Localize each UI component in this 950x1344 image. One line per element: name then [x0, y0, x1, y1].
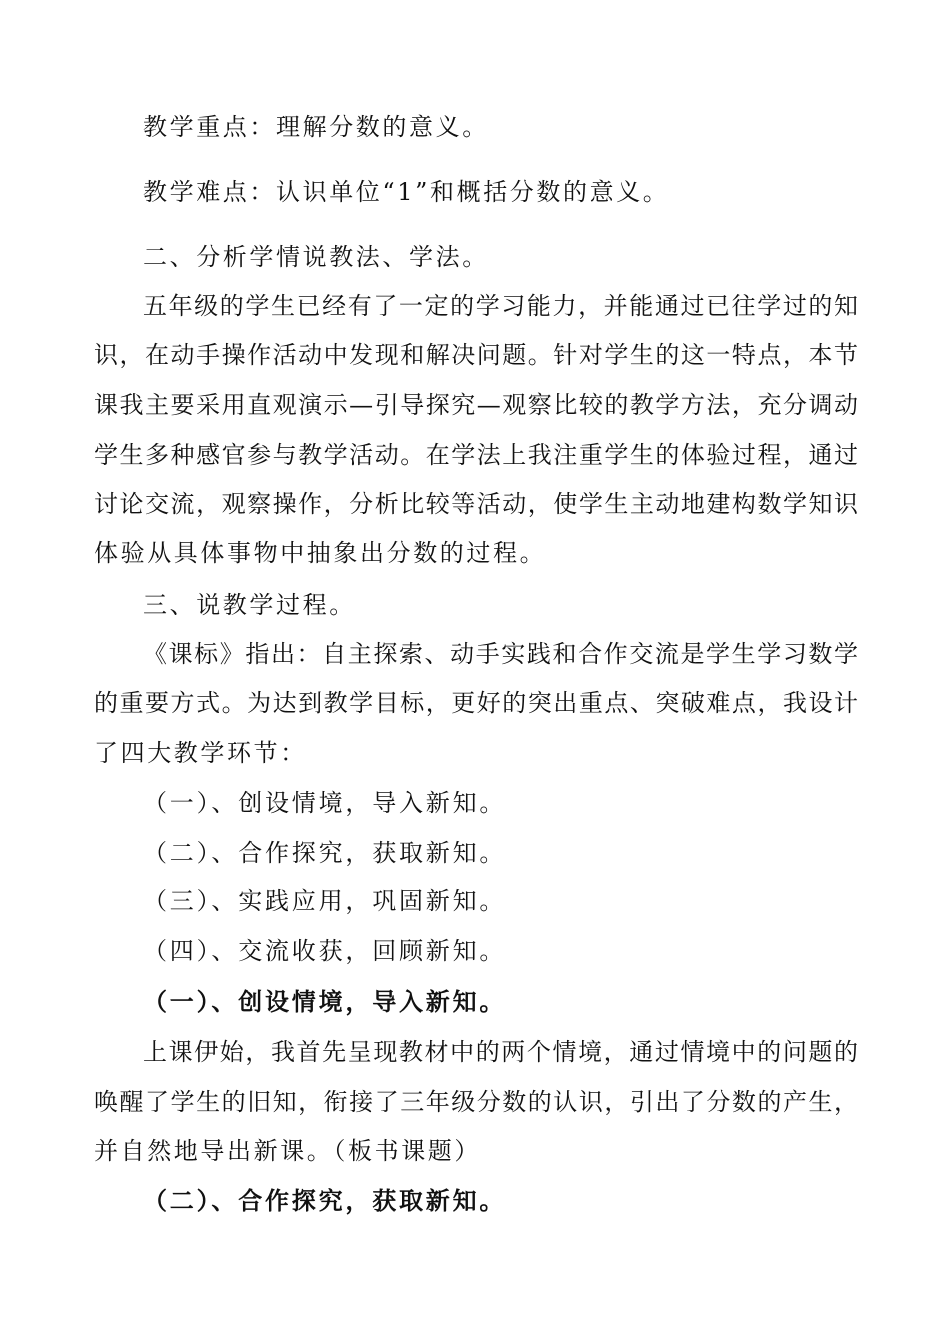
subsection-heading: （二）、合作探究，获取新知。 [143, 1186, 507, 1215]
list-item: （二）、合作探究，获取新知。 [143, 839, 507, 867]
teaching-difficulty: 教学难点：认识单位“1”和概括分数的意义。 [143, 178, 670, 206]
paragraph-line: 五年级的学生已经有了一定的学习能力，并能通过已往学过的知 [143, 292, 858, 320]
paragraph-line: 并自然地导出新课。（板书课题） [94, 1137, 481, 1165]
paragraph-line: 识，在动手操作活动中发现和解决问题。针对学生的这一特点，本节 [94, 341, 858, 369]
paragraph-line: 学生多种感官参与教学活动。在学法上我注重学生的体验过程，通过 [94, 441, 858, 469]
paragraph-line: 唤醒了学生的旧知，衔接了三年级分数的认识，引出了分数的产生， [94, 1088, 858, 1116]
teaching-focus: 教学重点：理解分数的意义。 [143, 113, 489, 141]
paragraph-line: 《课标》指出：自主探索、动手实践和合作交流是学生学习数学 [143, 640, 858, 668]
paragraph-line: 体验从具体事物中抽象出分数的过程。 [94, 539, 547, 567]
paragraph-line: 的重要方式。为达到教学目标，更好的突出重点、突破难点，我设计 [94, 689, 858, 717]
paragraph-line: 课我主要采用直观演示—引导探究—观察比较的教学方法，充分调动 [94, 391, 858, 419]
paragraph-line: 讨论交流，观察操作，分析比较等活动，使学生主动地建构数学知识 [94, 490, 858, 518]
section-heading-2: 二、分析学情说教法、学法。 [143, 243, 489, 271]
section-heading-3: 三、说教学过程。 [143, 591, 356, 619]
list-item: （三）、实践应用，巩固新知。 [143, 887, 507, 915]
list-item: （四）、交流收获，回顾新知。 [143, 937, 507, 965]
paragraph-line: 了四大教学环节： [94, 739, 307, 767]
list-item: （一）、创设情境，导入新知。 [143, 789, 507, 817]
paragraph-line: 上课伊始，我首先呈现教材中的两个情境，通过情境中的问题的 [143, 1038, 858, 1066]
subsection-heading: （一）、创设情境，导入新知。 [143, 987, 507, 1016]
